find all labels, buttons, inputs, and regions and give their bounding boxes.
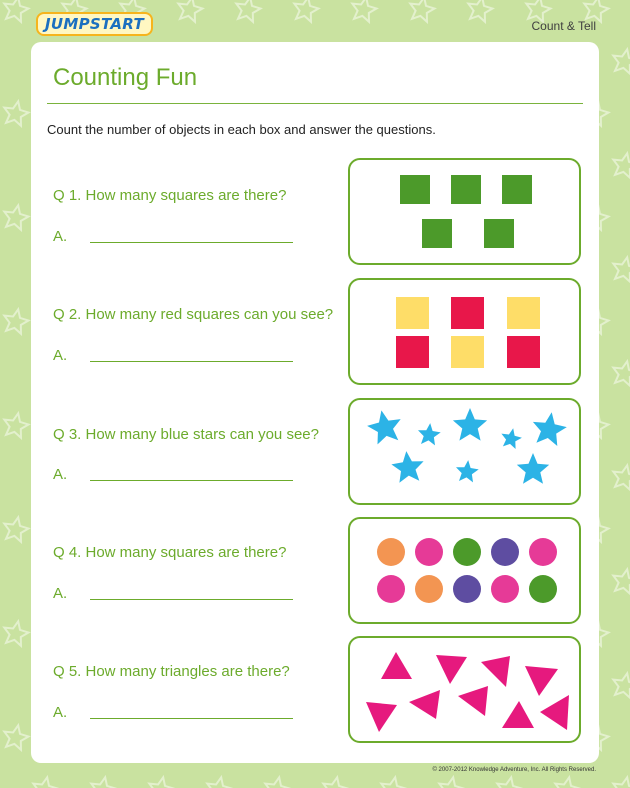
pink-triangles-icon xyxy=(350,638,583,745)
background-star-icon xyxy=(468,0,492,22)
blue-star-icon xyxy=(453,408,487,441)
answer-label-4: A. xyxy=(53,585,68,602)
answer-line-3[interactable] xyxy=(90,480,293,481)
background-star-icon xyxy=(4,413,28,438)
background-star-icon xyxy=(4,309,28,334)
blue-stars-icon xyxy=(350,400,583,507)
background-star-icon xyxy=(4,0,28,22)
green-squares-icon xyxy=(350,160,583,267)
picture-box-5 xyxy=(348,636,581,743)
background-star-icon xyxy=(613,257,630,282)
blue-star-icon xyxy=(418,423,441,445)
background-star-icon xyxy=(381,777,405,788)
jumpstart-logo: JUMPSTART xyxy=(36,12,153,36)
answer-line-2[interactable] xyxy=(90,361,293,362)
blue-star-icon xyxy=(501,428,522,449)
background-star-icon xyxy=(207,777,231,788)
background-star-icon xyxy=(4,101,28,126)
answer-label-2: A. xyxy=(53,347,68,364)
background-star-icon xyxy=(178,0,202,22)
picture-box-1 xyxy=(348,158,581,265)
background-star-icon xyxy=(410,0,434,22)
blue-star-icon xyxy=(367,410,401,444)
answer-line-5[interactable] xyxy=(90,718,293,719)
background-star-icon xyxy=(613,49,630,74)
background-star-icon xyxy=(613,465,630,490)
background-star-icon xyxy=(4,621,28,646)
background-star-icon xyxy=(613,361,630,386)
background-star-icon xyxy=(149,777,173,788)
answer-label-3: A. xyxy=(53,466,68,483)
background-star-icon xyxy=(33,777,57,788)
blue-star-icon xyxy=(517,453,549,484)
question-5: Q 5. How many triangles are there? xyxy=(53,663,290,680)
background-star-icon xyxy=(236,0,260,22)
background-star-icon xyxy=(439,777,463,788)
picture-box-3 xyxy=(348,398,581,505)
question-4: Q 4. How many squares are there? xyxy=(53,544,287,561)
background-star-icon xyxy=(4,725,28,750)
colored-circles-icon xyxy=(350,519,583,626)
worksheet-title: Counting Fun xyxy=(53,64,198,91)
answer-label-1: A. xyxy=(53,228,68,245)
background-star-icon xyxy=(613,569,630,594)
blue-star-icon xyxy=(533,412,567,446)
category-label: Count & Tell xyxy=(531,19,596,33)
background-star-icon xyxy=(4,205,28,230)
question-3: Q 3. How many blue stars can you see? xyxy=(53,426,319,443)
background-star-icon xyxy=(294,0,318,22)
background-star-icon xyxy=(613,153,630,178)
answer-label-5: A. xyxy=(53,704,68,721)
background-star-icon xyxy=(352,0,376,22)
background-star-icon xyxy=(91,777,115,788)
background-star-icon xyxy=(555,777,579,788)
background-star-icon xyxy=(497,777,521,788)
blue-star-icon xyxy=(391,451,423,483)
title-divider xyxy=(47,103,583,104)
colored-squares-icon xyxy=(350,280,583,387)
answer-line-1[interactable] xyxy=(90,242,293,243)
question-1: Q 1. How many squares are there? xyxy=(53,187,287,204)
picture-box-4 xyxy=(348,517,581,624)
answer-line-4[interactable] xyxy=(90,599,293,600)
picture-box-2 xyxy=(348,278,581,385)
instructions-text: Count the number of objects in each box and answer the questions. xyxy=(47,122,436,137)
background-star-icon xyxy=(613,673,630,698)
question-2: Q 2. How many red squares can you see? xyxy=(53,306,334,323)
background-star-icon xyxy=(613,777,630,788)
background-star-icon xyxy=(4,517,28,542)
copyright-text: © 2007-2012 Knowledge Adventure, Inc. All Rights Reserved. xyxy=(432,767,596,773)
blue-star-icon xyxy=(456,460,479,482)
background-star-icon xyxy=(323,777,347,788)
background-star-icon xyxy=(265,777,289,788)
worksheet-card xyxy=(31,42,599,763)
